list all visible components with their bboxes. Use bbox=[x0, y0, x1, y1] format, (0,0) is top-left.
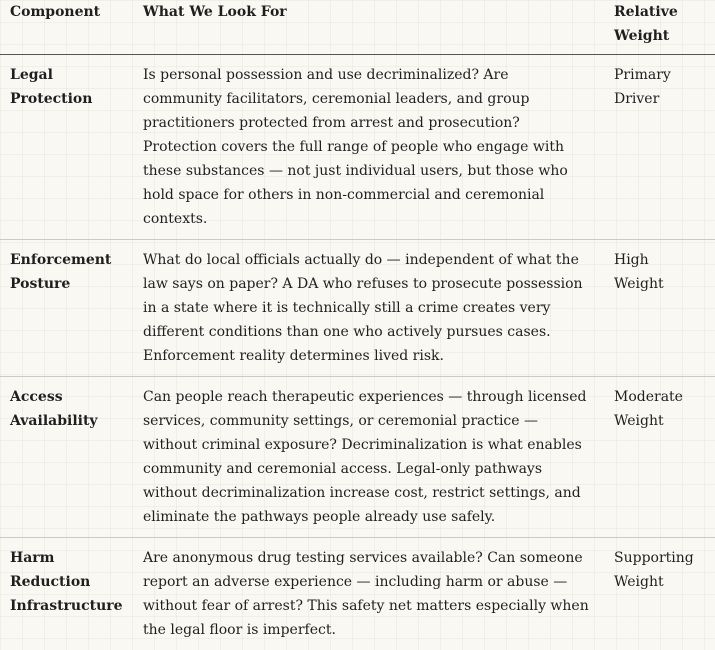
weight-line1: High bbox=[614, 252, 649, 268]
header-what-we-look-for: What We Look For bbox=[133, 0, 604, 55]
weight-line2: Weight bbox=[614, 574, 664, 590]
weight-line2: Driver bbox=[614, 91, 659, 107]
weight-cell bbox=[604, 240, 715, 377]
header-component: Component bbox=[0, 0, 133, 55]
description-cell: What do local officials actually do — independent of what the law says on paper? A DA who refuses to prosecute possession in a state where it is technically still a crime creates very different conditions than one who actively pursues cases. Enforcement reality determines lived risk. bbox=[133, 240, 604, 377]
table-row bbox=[0, 538, 715, 650]
table-row bbox=[0, 55, 715, 240]
description-cell: Is personal possession and use decriminalized? Are community facilitators, ceremonial leaders, and group practitioners protected from arrest and prosecution? Protection covers the full range of people who engage with these substances — not just individual users, but those who hold space for others in non-commercial and ceremonial contexts. bbox=[133, 55, 604, 240]
weight-cell bbox=[604, 377, 715, 538]
header-weight-line1: Relative bbox=[614, 4, 678, 20]
table-row bbox=[0, 240, 715, 377]
component-cell: Legal Protection bbox=[0, 55, 133, 240]
description-cell: Are anonymous drug testing services available? Can someone report an adverse experience — including harm or abuse — without fear of arrest? This safety net matters especially when the legal floor is imperfect. bbox=[133, 538, 604, 650]
weight-cell bbox=[604, 55, 715, 240]
component-cell: Harm Reduction Infrastructure bbox=[0, 538, 133, 650]
component-cell: Access Availability bbox=[0, 377, 133, 538]
header-row bbox=[0, 0, 715, 55]
weight-line1: Primary bbox=[614, 67, 671, 83]
weight-line1: Supporting bbox=[614, 550, 694, 566]
component-cell: Enforcement Posture bbox=[0, 240, 133, 377]
weight-line2: Weight bbox=[614, 413, 664, 429]
table-row bbox=[0, 377, 715, 538]
weight-line1: Moderate bbox=[614, 389, 683, 405]
header-weight-line2: Weight bbox=[614, 28, 669, 44]
header-relative-weight bbox=[604, 0, 715, 55]
weight-cell bbox=[604, 538, 715, 650]
description-cell: Can people reach therapeutic experiences — through licensed services, community settings, or ceremonial practice — without criminal exposure? Decriminalization is what enables community and ceremonial access. Legal-only pathways without decriminalization increase cost, restrict settings, and eliminate the pathways people already use safely. bbox=[133, 377, 604, 538]
weight-line2: Weight bbox=[614, 276, 664, 292]
